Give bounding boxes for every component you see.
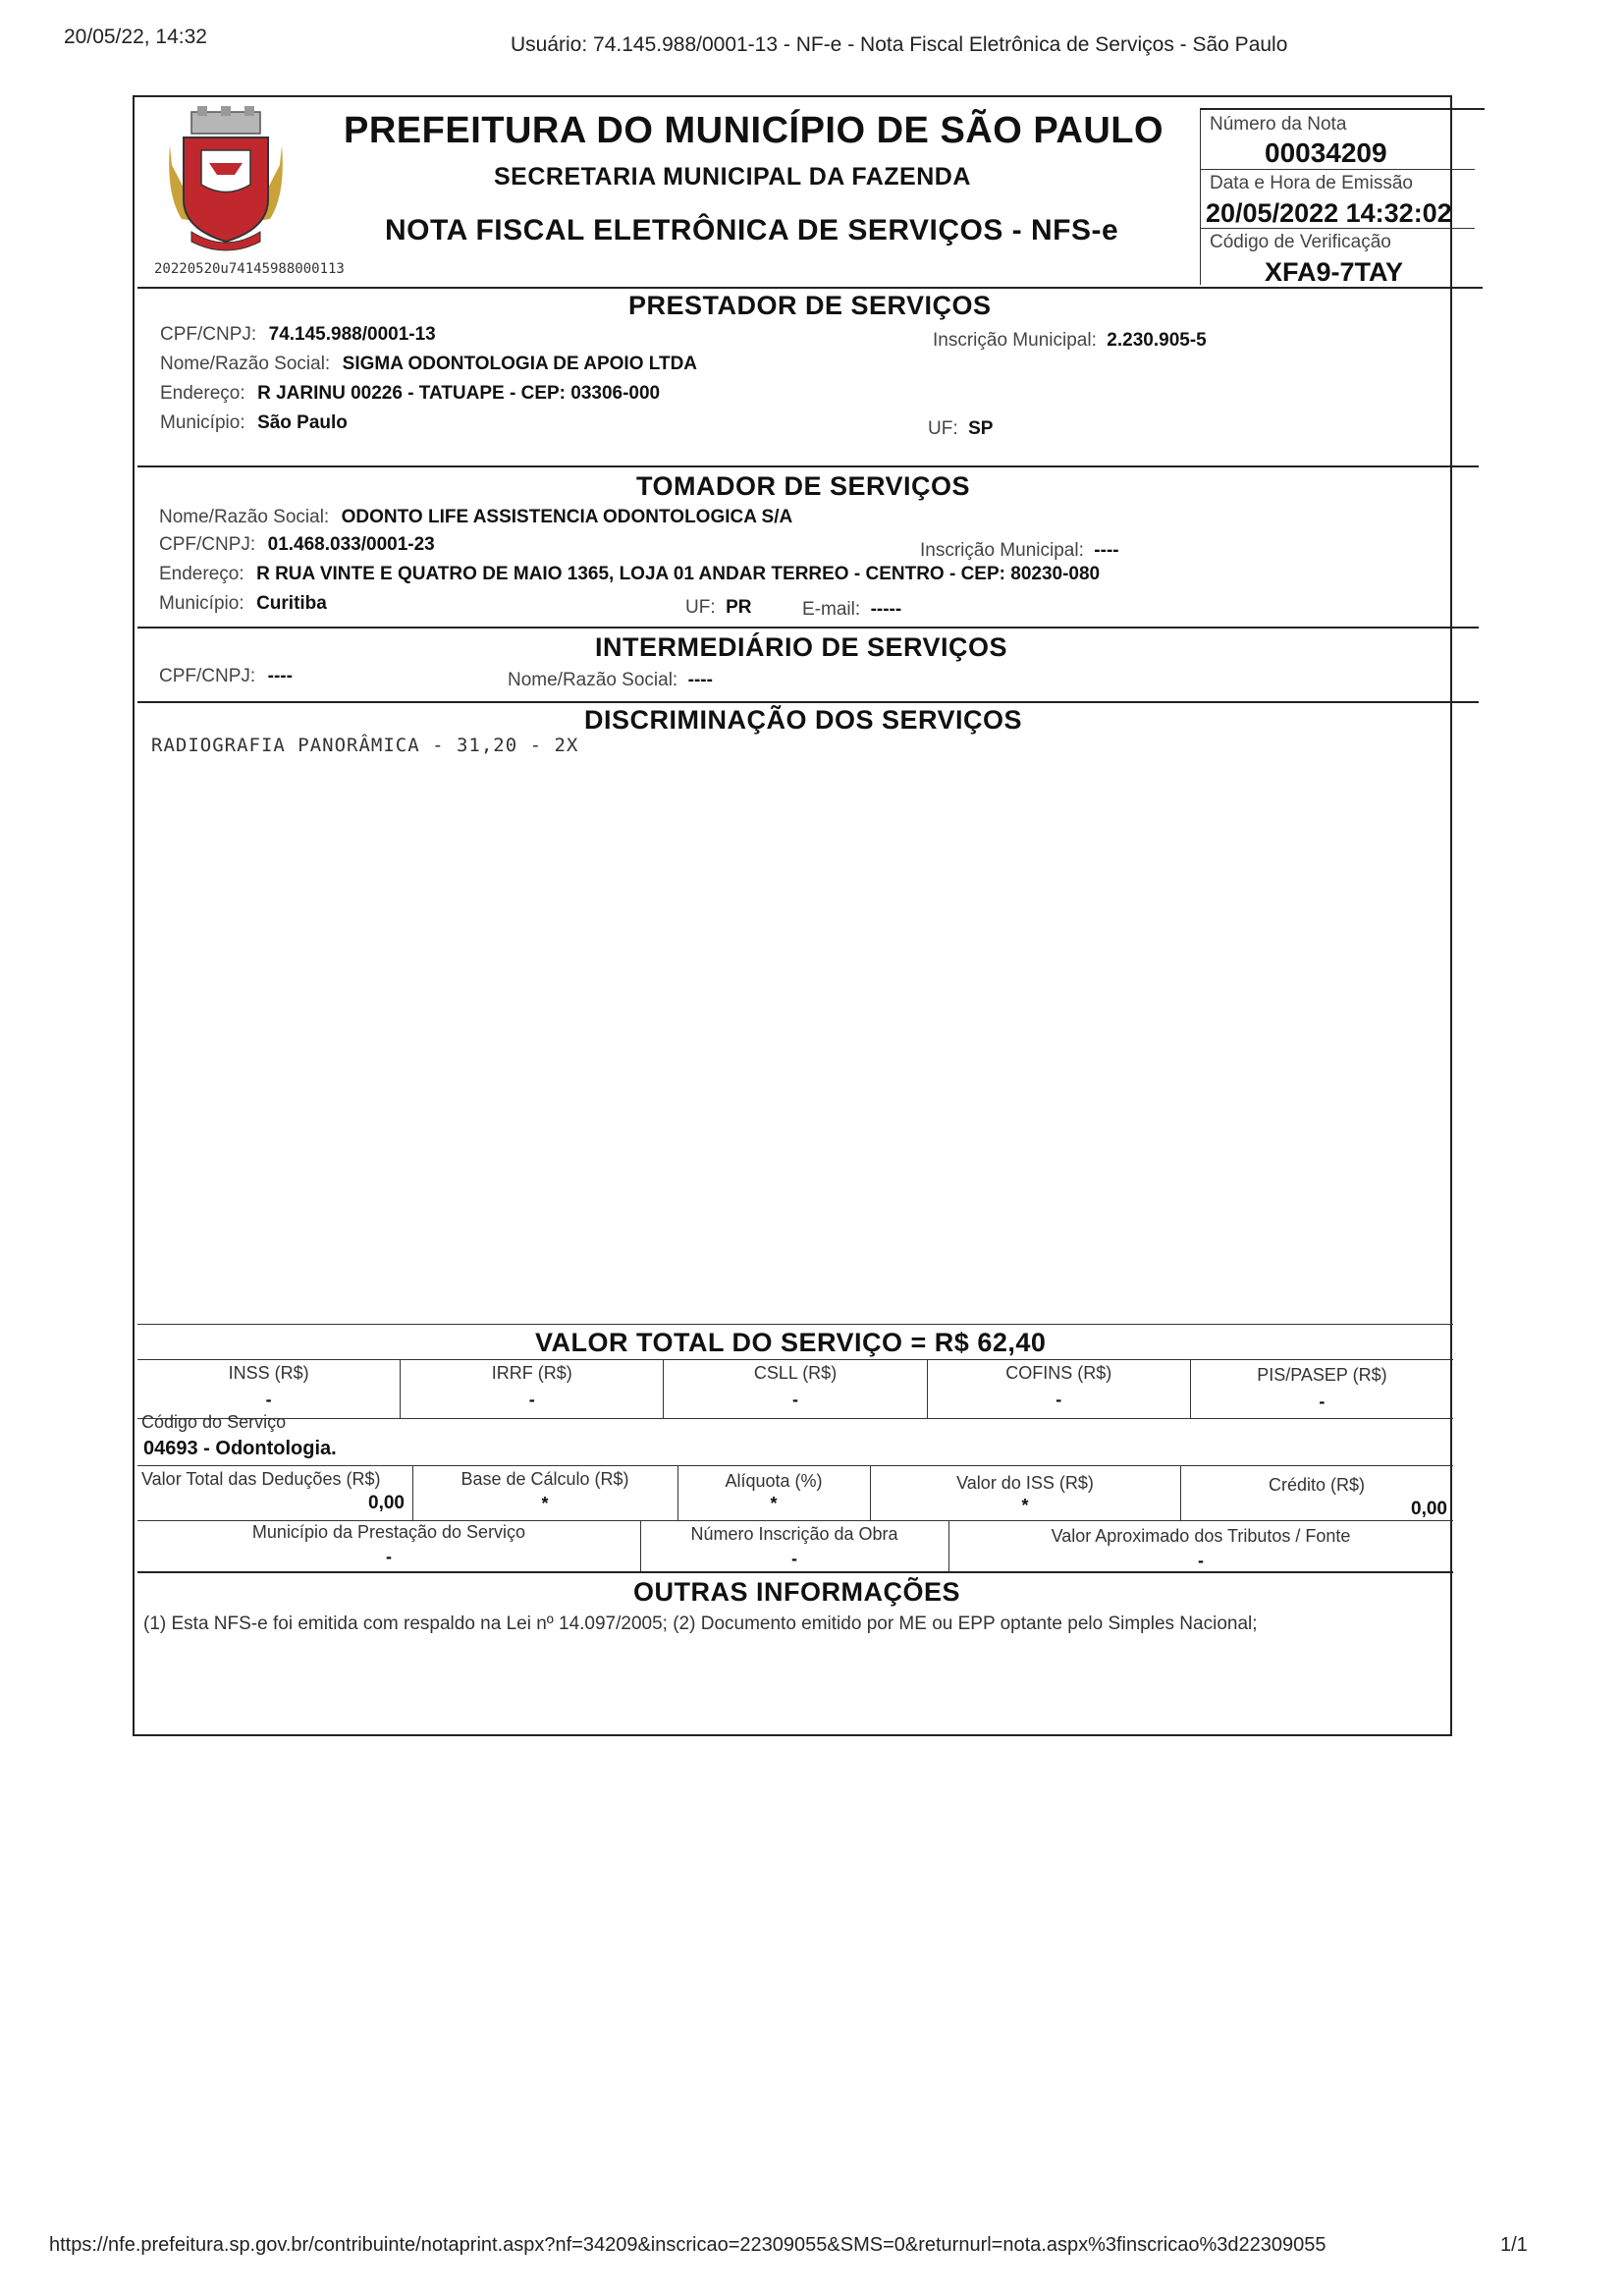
numero-nota-value: 00034209 [1265, 137, 1387, 168]
tomador-cpf-row [159, 534, 435, 556]
tributo-label: IRRF (R$) [491, 1363, 572, 1383]
tomador-cpf-value: 01.468.033/0001-23 [267, 534, 435, 555]
intermediario-cpf-label: CPF/CNPJ: [159, 666, 256, 686]
intermediario-cpf-value: ---- [267, 666, 293, 686]
prestador-cpf-value: 74.145.988/0001-13 [268, 324, 436, 345]
calculo-label: Valor do ISS (R$) [956, 1473, 1094, 1493]
prestador-uf-value: SP [968, 418, 994, 439]
divider [1200, 228, 1475, 229]
tomador-nome-label: Nome/Razão Social: [159, 507, 330, 527]
tomador-nome-value: ODONTO LIFE ASSISTENCIA ODONTOLOGICA S/A [341, 507, 793, 527]
calculo-cell [1180, 1465, 1453, 1520]
divider [137, 1418, 1453, 1419]
divider [1200, 108, 1485, 110]
intermediario-title: INTERMEDIÁRIO DE SERVIÇOS [595, 632, 1008, 662]
tomador-email-label: E-mail: [802, 599, 861, 620]
tomador-endereco-value: R RUA VINTE E QUATRO DE MAIO 1365, LOJA 01 ANDAR TERREO - CENTRO - CEP: 80230-080 [256, 564, 1101, 584]
calculo-value: * [770, 1494, 778, 1513]
tomador-email-value: ----- [870, 599, 902, 620]
intermediario-cpf-row [159, 666, 293, 687]
data-emissao-label: Data e Hora de Emissão [1210, 173, 1413, 193]
print-title: Usuário: 74.145.988/0001-13 - NF-e - Nota Fiscal Eletrônica de Serviços - São Paulo [511, 33, 1288, 56]
outras-title: OUTRAS INFORMAÇÕES [633, 1577, 960, 1607]
valor-total: VALOR TOTAL DO SERVIÇO = R$ 62,40 [535, 1328, 1047, 1357]
header-prefeitura: PREFEITURA DO MUNICÍPIO DE SÃO PAULO [344, 110, 1164, 151]
extra-row [137, 1520, 1453, 1571]
tributo-value: - [528, 1390, 535, 1409]
calculo-label: Alíquota (%) [725, 1471, 823, 1491]
tributo-label: INSS (R$) [228, 1363, 309, 1383]
tributos-row [137, 1359, 1453, 1418]
prestador-im-value: 2.230.905-5 [1107, 330, 1207, 351]
calculo-cell [677, 1465, 871, 1520]
extra-label: Município da Prestação do Serviço [251, 1522, 526, 1542]
tomador-uf-row [685, 597, 751, 619]
prestador-endereco-row [160, 383, 660, 405]
prestador-title: PRESTADOR DE SERVIÇOS [628, 291, 992, 320]
calculo-cell [412, 1465, 678, 1520]
outras-text: (1) Esta NFS-e foi emitida com respaldo na Lei nº 14.097/2005; (2) Documento emitido por ME ou EPP optante pelo Simples Nacional; [143, 1613, 1258, 1634]
tributo-label: COFINS (R$) [1005, 1363, 1112, 1383]
prestador-endereco-label: Endereço: [160, 383, 245, 404]
intermediario-nome-row [508, 670, 713, 691]
extra-value: - [791, 1549, 797, 1568]
discriminacao-text: RADIOGRAFIA PANORÂMICA - 31,20 - 2X [151, 735, 579, 756]
tributo-cell [664, 1359, 927, 1418]
numero-nota-label: Número da Nota [1210, 114, 1347, 135]
calculo-row [137, 1465, 1453, 1520]
divider [137, 287, 1483, 289]
calculo-cell [137, 1465, 413, 1520]
tomador-nome-row [159, 507, 792, 528]
tomador-uf-label: UF: [685, 597, 716, 618]
calculo-value: 0,00 [1411, 1499, 1447, 1519]
calculo-label: Crédito (R$) [1268, 1475, 1366, 1495]
prestador-municipio-row [160, 412, 348, 434]
tributo-cell [137, 1359, 401, 1418]
header-secretaria: SECRETARIA MUNICIPAL DA FAZENDA [494, 163, 971, 191]
tomador-title: TOMADOR DE SERVIÇOS [636, 471, 971, 501]
tomador-im-label: Inscrição Municipal: [920, 540, 1084, 561]
prestador-municipio-value: São Paulo [257, 412, 348, 433]
divider [137, 701, 1479, 703]
prestador-nome-label: Nome/Razão Social: [160, 354, 331, 374]
prestador-im-row [933, 330, 1207, 352]
extra-cell [137, 1520, 641, 1571]
codigo-verificacao-label: Código de Verificação [1210, 232, 1391, 252]
tomador-cpf-label: CPF/CNPJ: [159, 534, 256, 555]
tomador-im-value: ---- [1094, 540, 1119, 561]
tomador-municipio-row [159, 593, 327, 615]
tributo-label: PIS/PASEP (R$) [1257, 1365, 1387, 1385]
calculo-value: * [1021, 1496, 1029, 1515]
tributo-value: - [792, 1390, 798, 1409]
tributo-value: - [1056, 1390, 1062, 1409]
tomador-im-row [920, 540, 1119, 562]
calculo-value: * [541, 1494, 549, 1513]
tributo-value: - [1319, 1392, 1326, 1411]
barcode-text: 20220520u74145988000113 [154, 261, 345, 277]
sao-paulo-coat-of-arms-icon [162, 106, 290, 253]
tomador-endereco-row [159, 564, 1100, 585]
extra-value: - [386, 1547, 392, 1566]
divider [137, 1571, 1453, 1573]
prestador-cpf-label: CPF/CNPJ: [160, 324, 257, 345]
prestador-nome-row [160, 354, 697, 375]
prestador-municipio-label: Município: [160, 412, 245, 433]
codigo-servico-label: Código do Serviço [141, 1412, 287, 1432]
extra-cell [948, 1520, 1453, 1571]
prestador-endereco-value: R JARINU 00226 - TATUAPE - CEP: 03306-000 [257, 383, 661, 404]
tomador-municipio-label: Município: [159, 593, 244, 614]
print-datetime: 20/05/22, 14:32 [64, 26, 207, 48]
tomador-email-row [802, 599, 901, 621]
extra-value: - [1198, 1551, 1204, 1570]
divider [1200, 169, 1475, 170]
extra-label: Valor Aproximado dos Tributos / Fonte [1051, 1526, 1351, 1546]
calculo-label: Base de Cálculo (R$) [460, 1469, 629, 1489]
divider [137, 465, 1479, 467]
divider [137, 1324, 1453, 1325]
calculo-label: Valor Total das Deduções (R$) [141, 1469, 381, 1489]
prestador-uf-label: UF: [928, 418, 958, 439]
tributo-value: - [265, 1390, 272, 1409]
extra-label: Número Inscrição da Obra [690, 1524, 898, 1544]
intermediario-nome-value: ---- [687, 670, 713, 690]
intermediario-nome-label: Nome/Razão Social: [508, 670, 678, 690]
footer-page: 1/1 [1500, 2234, 1528, 2256]
tributo-cell [1191, 1359, 1453, 1418]
codigo-verificacao-value: XFA9-7TAY [1265, 257, 1404, 287]
prestador-uf-row [928, 418, 993, 440]
divider [1200, 108, 1201, 285]
tributo-cell [928, 1359, 1191, 1418]
tomador-uf-value: PR [726, 597, 752, 618]
tomador-municipio-value: Curitiba [256, 593, 327, 614]
divider [137, 627, 1479, 629]
prestador-nome-value: SIGMA ODONTOLOGIA DE APOIO LTDA [342, 354, 698, 374]
footer-url: https://nfe.prefeitura.sp.gov.br/contribuinte/notaprint.aspx?nf=34209&inscricao=22309055&SMS=0&returnurl=nota.aspx%3finscricao%3d22309055 [49, 2234, 1326, 2256]
prestador-cpf-row [160, 324, 436, 346]
tributo-label: CSLL (R$) [753, 1363, 838, 1383]
header-nfse: NOTA FISCAL ELETRÔNICA DE SERVIÇOS - NFS-e [385, 214, 1119, 246]
discriminacao-title: DISCRIMINAÇÃO DOS SERVIÇOS [584, 705, 1023, 735]
data-emissao-value: 20/05/2022 14:32:02 [1206, 198, 1452, 228]
calculo-cell [870, 1465, 1181, 1520]
calculo-value: 0,00 [368, 1493, 405, 1513]
extra-cell [640, 1520, 949, 1571]
tomador-endereco-label: Endereço: [159, 564, 244, 584]
prestador-im-label: Inscrição Municipal: [933, 330, 1097, 351]
codigo-servico-value: 04693 - Odontologia. [143, 1438, 337, 1459]
tributo-cell [401, 1359, 664, 1418]
